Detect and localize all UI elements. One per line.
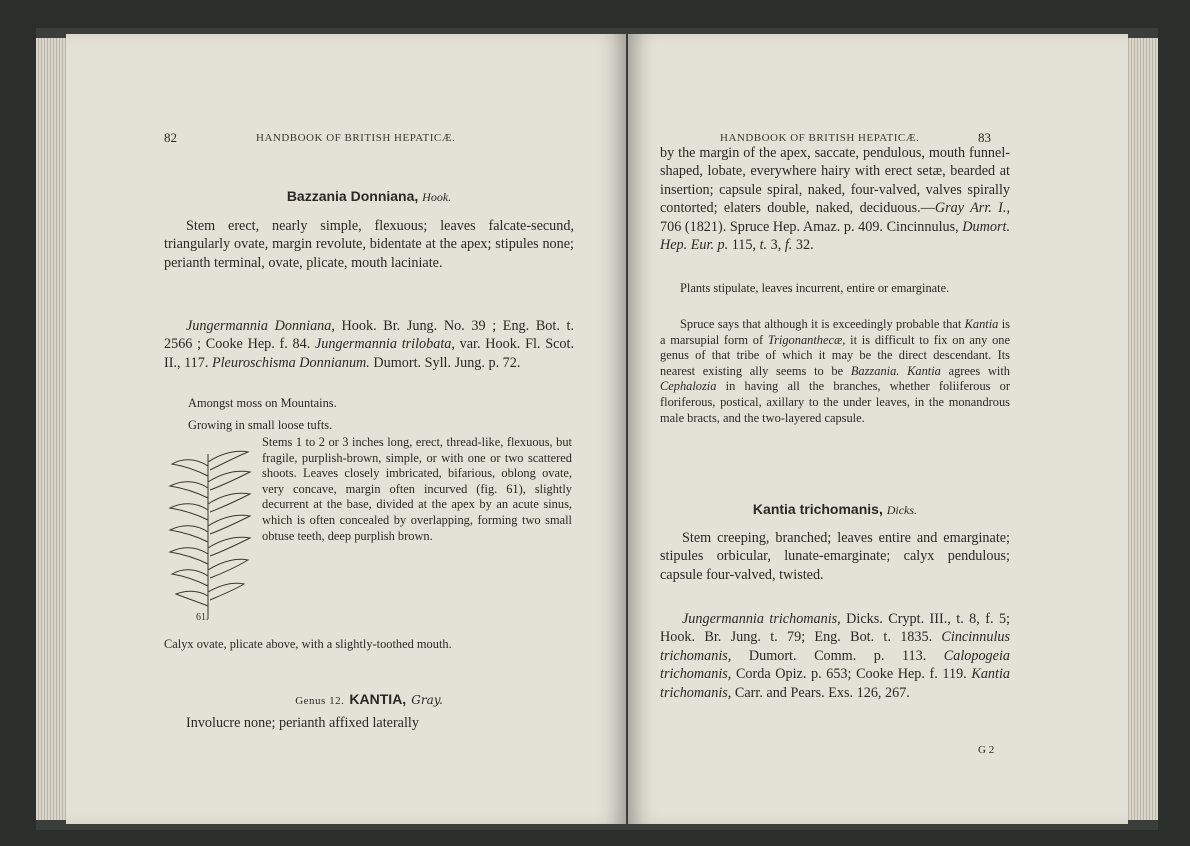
habitat: Amongst moss on Mountains. [188, 396, 337, 410]
page-number: 83 [978, 130, 991, 145]
genus-label: Genus 12. [295, 695, 345, 707]
signature-mark: G 2 [978, 744, 995, 756]
left-page [66, 34, 626, 824]
species-title: Kantia trichomanis, Dicks. [752, 501, 918, 517]
right-page [628, 34, 1128, 824]
figure-label: 61. [196, 612, 209, 622]
open-book [36, 28, 1158, 830]
genus-author: Gray. [411, 693, 443, 707]
right-page-edges [1128, 38, 1158, 820]
notes-intro: Growing in small loose tufts. [188, 418, 333, 432]
synonymy: Jungermannia Donniana, Hook. Br. Jung. No. 39 ; Eng. Bot. t. 2566 ; Cooke Hep. f. 84. Jungermannia trilobata, var. Hook. Fl. Scot. II., 117. Pleuroschisma Donnianum. Dumort. Syll. Jung. p. 72. [164, 318, 574, 371]
genus-continuation: by the margin of the apex, saccate, pendulous, mouth funnel-shaped, lobate, everywhere hairy with erect setæ, bearded at insertion; capsule spiral, naked, four-valved, valves spirally contorted; elaters double, naked, deciduous.—Gray Arr. I., 706 (1821). Spruce Hep. Amaz. p. 409. Cincinnulus, Dumort. Hep. Eur. p. 115, t. 3, f. 32. [660, 145, 1010, 254]
species-title: Bazzania Donniana, Hook. [286, 188, 452, 204]
genus-name: KANTIA, [349, 691, 407, 707]
species-description: Stem creeping, branched; leaves entire and emarginate; stipules orbicular, lunate-emarginate; calyx pendulous; capsule four-valved, twisted. [660, 530, 1010, 583]
genus-note-2: Spruce says that although it is exceedingly probable that Kantia is a marsupial form of Trigonanthecæ, it is difficult to fix on any one genus of that tribe of which it may be the direct descendant. Its nearest existing ally seems to be Bazzania. Kantia agrees with Cephalozia in having all the branches, whether foliiferous or floriferous, postical, axillary to the under leaves, in the monandrous male bracts, and the two-layered capsule. [660, 317, 1010, 425]
notes-tail: Calyx ovate, plicate above, with a slightly-toothed mouth. [164, 637, 452, 651]
notes-body: Stems 1 to 2 or 3 inches long, erect, thread-like, flexuous, but fragile, purplish-brown, simple, or with one or two scattered shoots. Leaves closely imbricated, bifarious, oblong ovate, very concave, margin often incurved (fig. 61), slightly decurrent at the base, divided at the apex by an acute sinus, which is often concealed by overlapping, forming two small obtuse teeth, deep purplish brown. [262, 435, 572, 543]
genus-note-1: Plants stipulate, leaves incurrent, entire or emarginate. [680, 281, 950, 295]
left-page-edges [36, 38, 66, 820]
species-description: Stem erect, nearly simple, flexuous; leaves falcate-secund, triangularly ovate, margin revolute, bidentate at the apex; stipules none; perianth terminal, ovate, plicate, mouth laciniate. [164, 218, 574, 271]
synonymy: Jungermannia trichomanis, Dicks. Crypt. III., t. 8, f. 5; Hook. Br. Jung. t. 79; Eng. Bot. t. 1835. Cincinnulus trichomanis, Dumort. Comm. p. 113. Calopogeia trichomanis, Corda Opiz. p. 653; Cooke Hep. f. 119. Kantia trichomanis, Carr. and Pears. Exs. 126, 267. [660, 611, 1010, 701]
genus-text: Involucre none; perianth affixed laterally [186, 715, 419, 731]
running-head: HANDBOOK OF BRITISH HEPATICÆ. [256, 132, 456, 144]
fern-leaf-illustration [168, 444, 252, 622]
page-number: 82 [164, 130, 177, 145]
running-head: HANDBOOK OF BRITISH HEPATICÆ. [720, 132, 920, 144]
